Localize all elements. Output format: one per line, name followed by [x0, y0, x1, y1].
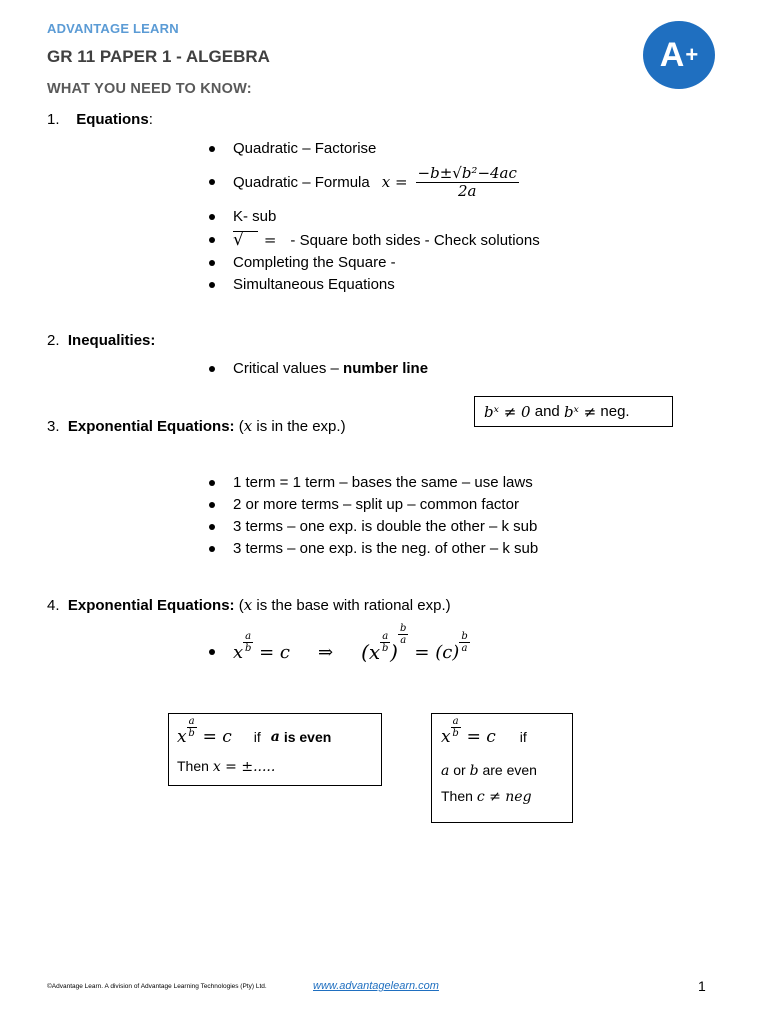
exp-num: a — [188, 715, 195, 727]
eq-base: x — [441, 727, 451, 747]
item-text: Quadratic – Formula — [233, 173, 370, 191]
eq-exponent — [451, 716, 461, 739]
section-title: Equations — [76, 111, 149, 128]
exp-num: a — [452, 715, 459, 727]
then-expr: x = ±..... — [212, 759, 276, 775]
section-number: 1. — [47, 111, 60, 128]
item-bold-text: number line — [343, 360, 429, 377]
item-text: Quadratic – Factorise — [233, 140, 377, 157]
exp-num: a — [382, 630, 389, 642]
eq-rhs: = c — [466, 727, 496, 747]
outer-exponent — [398, 623, 408, 646]
cond-var: a — [270, 729, 280, 745]
section-title: Inequalities: — [67, 332, 156, 349]
item-text: - Square both sides - Check solutions — [290, 231, 540, 249]
variable: x — [243, 417, 253, 435]
eq-base: x — [233, 641, 244, 663]
section-number: 4. — [47, 597, 60, 614]
formula-numerator: −b±√b²−4ac — [417, 164, 517, 182]
item-text: K- sub — [233, 208, 277, 225]
box-then — [441, 788, 563, 805]
exp-num: b — [461, 630, 468, 642]
list-item — [209, 208, 276, 225]
paren-open: ( — [238, 597, 244, 614]
bullet-icon — [209, 546, 215, 552]
item-text: 3 terms – one exp. is double the other – k sub — [233, 518, 538, 535]
heading-tail: is in the exp.) — [252, 418, 346, 435]
list-item — [209, 231, 540, 249]
list-item — [209, 540, 538, 557]
eq-right-open: (x — [361, 640, 381, 664]
brand-name: ADVANTAGE LEARN — [47, 21, 179, 36]
paren-open: ( — [238, 418, 244, 435]
exp-den: b — [452, 727, 459, 739]
exp-num: b — [399, 622, 407, 634]
negative-result-box — [431, 713, 573, 823]
item-text: 1 term = 1 term – bases the same – use laws — [233, 474, 533, 491]
list-item — [209, 254, 396, 271]
formula-lhs: x = — [381, 173, 408, 191]
colon: : — [148, 111, 153, 128]
even-exponent-box — [168, 713, 382, 786]
bullet-icon — [209, 146, 215, 152]
eq-base: x — [177, 727, 187, 747]
exp-den: b — [381, 642, 389, 654]
section-title: Exponential Equations: — [67, 418, 235, 435]
section-2-heading — [47, 332, 155, 349]
website-link[interactable]: www.advantagelearn.com — [313, 980, 439, 992]
exp-den: a — [400, 634, 407, 646]
list-item — [209, 496, 519, 513]
sqrt-equals: = — [263, 231, 277, 249]
eq-right-rhs: = (c) — [414, 641, 460, 663]
bullet-icon — [209, 649, 215, 655]
box-equation — [441, 715, 563, 754]
rule-and: and — [534, 403, 560, 420]
exponent-rule-box — [474, 396, 673, 427]
bullet-icon — [209, 502, 215, 508]
quadratic-formula — [416, 165, 519, 199]
then-label: Then — [441, 788, 473, 804]
list-item — [209, 360, 428, 377]
if-text: if — [519, 729, 527, 745]
copyright-text: ©Advantage Learn. A division of Advantage Learning Technologies (Pty) Ltd. — [47, 983, 267, 990]
variable: x — [243, 596, 253, 614]
logo-letter: A — [659, 35, 685, 74]
exp-den: a — [461, 642, 468, 654]
inner-exponent — [380, 631, 390, 654]
section-1-heading — [47, 111, 153, 128]
section-4-heading — [47, 596, 451, 614]
then-label: Then — [177, 758, 209, 774]
bullet-icon — [209, 480, 215, 486]
eq-right-close: ) — [390, 640, 398, 664]
exponent-equation — [209, 622, 470, 682]
list-item — [209, 474, 533, 491]
list-item — [209, 518, 537, 535]
bullet-icon — [209, 214, 215, 220]
exp-den: b — [244, 642, 252, 654]
rule-part-2: bˣ ≠ — [563, 402, 597, 421]
bullet-icon — [209, 179, 215, 185]
item-text: 3 terms – one exp. is the neg. of other – k sub — [233, 540, 539, 557]
list-item — [209, 276, 395, 293]
cond-tail: are even — [482, 762, 537, 778]
eq-exponent — [243, 631, 253, 654]
or-text: or — [453, 762, 466, 778]
exp-den: b — [188, 727, 195, 739]
rule-end: neg. — [600, 403, 630, 420]
bullet-icon — [209, 237, 215, 243]
a-plus-logo — [643, 21, 715, 89]
rule-part-1: bˣ ≠ 0 — [484, 402, 531, 421]
bullet-icon — [209, 366, 215, 372]
list-item — [209, 140, 376, 157]
eq-exponent — [187, 716, 197, 739]
bullet-icon — [209, 260, 215, 266]
page-title: GR 11 PAPER 1 - ALGEBRA — [47, 47, 270, 66]
formula-denominator: 2a — [457, 181, 477, 200]
cond-var-a: a — [441, 763, 450, 779]
item-text: Critical values – — [233, 360, 339, 377]
item-text: Simultaneous Equations — [233, 276, 395, 293]
exp-num: a — [245, 630, 252, 642]
logo-plus: + — [685, 42, 699, 67]
bullet-icon — [209, 524, 215, 530]
list-item — [209, 165, 519, 199]
page-number: 1 — [698, 978, 706, 994]
item-text: Completing the Square - — [233, 254, 396, 271]
sqrt-icon: √ — [233, 231, 258, 249]
section-number: 2. — [47, 332, 60, 349]
box-then — [177, 758, 373, 775]
if-text: if — [253, 729, 261, 745]
section-title: Exponential Equations: — [67, 597, 235, 614]
page-subtitle: WHAT YOU NEED TO KNOW: — [47, 81, 252, 97]
c-exponent — [459, 631, 469, 654]
section-number: 3. — [47, 418, 60, 435]
eq-rhs: = c — [202, 727, 232, 747]
then-expr: c ≠ neg — [476, 789, 532, 805]
section-3-heading — [47, 417, 346, 435]
bullet-icon — [209, 282, 215, 288]
item-text: 2 or more terms – split up – common factor — [233, 496, 519, 513]
box-condition — [441, 762, 563, 779]
implies-icon: ⇒ — [318, 641, 334, 663]
eq-rhs: = c — [259, 641, 291, 663]
cond-var-b: b — [469, 763, 479, 779]
heading-tail: is the base with rational exp.) — [252, 597, 451, 614]
cond-text: is even — [283, 729, 332, 745]
box-equation — [177, 715, 373, 754]
